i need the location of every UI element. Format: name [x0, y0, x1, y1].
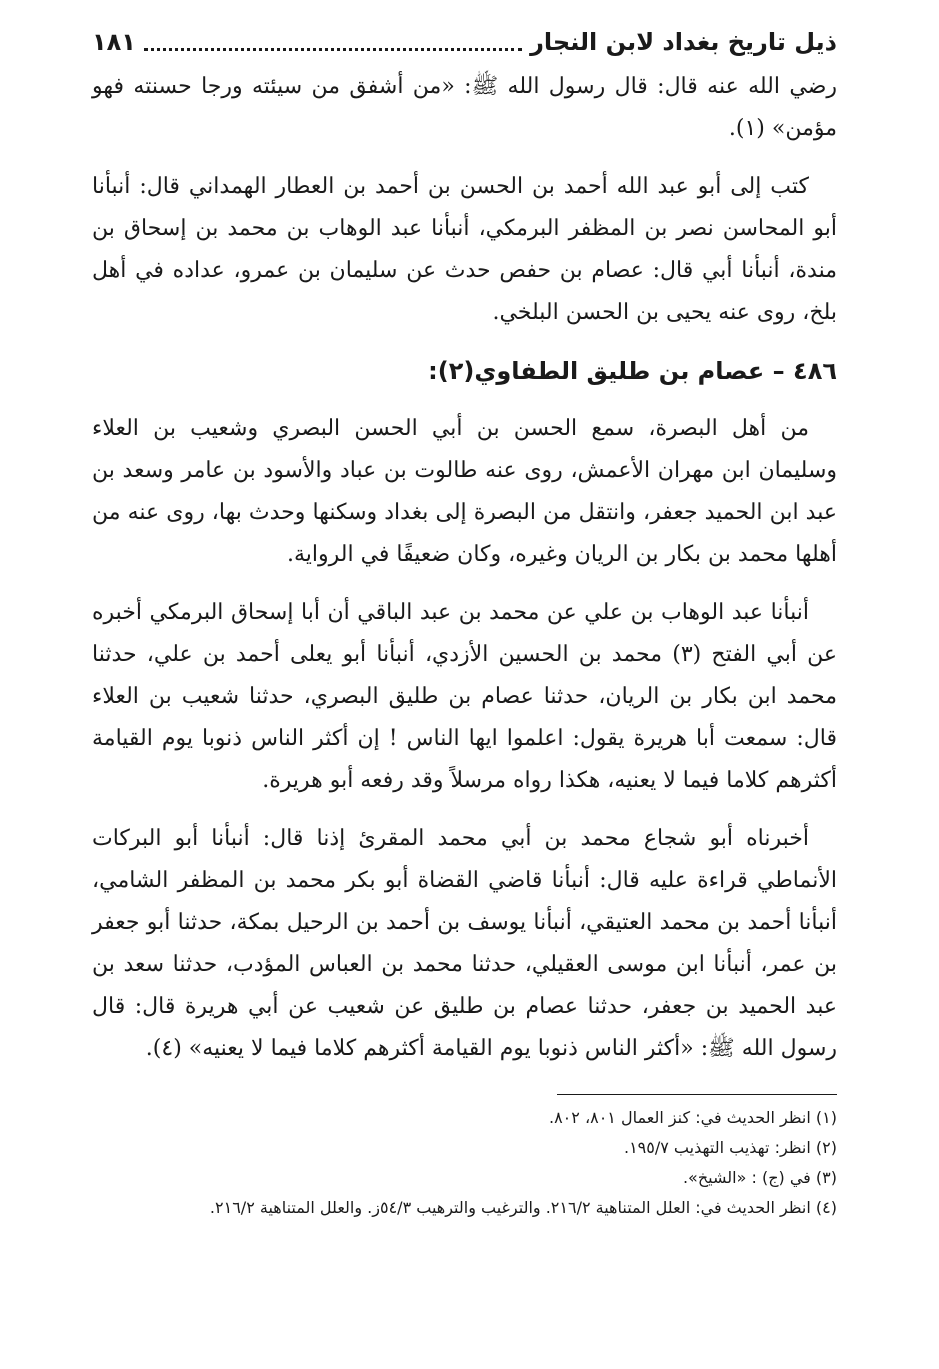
footnotes — [92, 1094, 837, 1224]
footnote-1: (١) انظر الحديث في: كنز العمال ٨٠١، ٨٠٢. — [548, 1108, 837, 1127]
paragraph-3: من أهل البصرة، سمع الحسن بن أبي الحسن البصري وشعيب بن العلاء وسليمان ابن مهران الأعمش، روى عنه طالوت بن عباد والأسود بن عامر وسعد بن عبد ابن الحميد جعفر، وانتقل من البصرة إلى بغداد وسكنها وحدث بها، روى عنه من أهلها محمد بن بكار بن الريان وغيره، وكان ضعيفًا في الرواية. — [92, 416, 837, 567]
footnote-3: (٣) في (ج) : «الشيخ». — [682, 1168, 837, 1187]
footnote-4: (٤) انظر الحديث في: العلل المتناهية ٢١٦/٢. والترغيب والترهيب ٥٤/٣ز. والعلل المتناهية ٢١٦/٢. — [209, 1198, 837, 1217]
paragraph-5: أخبرناه أبو شجاع محمد بن أبي محمد المقرئ إذنا قال: أنبأنا أبو البركات الأنماطي قراءة عليه قال: أنبأنا قاضي القضاة أبو بكر محمد بن المظفر الشامي، أنبأنا أحمد بن محمد العتيقي، أنبأنا يوسف بن أحمد بن الرحيل بمكة، حدثنا أبو جعفر بن عمر، أنبأنا ابن موسى العقيلي، حدثنا محمد بن العباس المؤدب، حدثنا سعد بن عبد الحميد بن جعفر، حدثنا عصام بن طليق عن شعيب عن أبي هريرة قال: قال رسول الله ﷺ: «أكثر الناس ذنوبا يوم القيامة أكثرهم كلاما فيما لا يعنيه» (٤). — [92, 826, 837, 1061]
page-number: ١٨١ — [92, 28, 136, 56]
entry-heading: ٤٨٦ – عصام بن طليق الطفاوي(٢): — [428, 357, 837, 385]
paragraph-4: أنبأنا عبد الوهاب بن علي عن محمد بن عبد الباقي أن أبا إسحاق البرمكي أخبره عن أبي الفتح (٣) محمد بن الحسين الأزدي، أنبأنا أبو يعلى أحمد بن علي، حدثنا محمد ابن بكار بن الريان، حدثنا عصام بن طليق البصري، حدثنا شعيب بن العلاء قال: سمعت أبا هريرة يقول: اعلموا ايها الناس ! إن أكثر الناس ذنوبا يوم القيامة أكثرهم كلاما فيما لا يعنيه، هكذا رواه مرسلاً وقد رفعه أبو هريرة. — [92, 600, 837, 793]
footnote-rule — [557, 1094, 837, 1095]
running-title: ذيل تاريخ بغداد لابن النجار — [530, 28, 837, 56]
main-text — [92, 66, 837, 1086]
paragraph-1: رضي الله عنه قال: قال رسول الله ﷺ: «من أشفق من سيئته ورجا حسنته فهو مؤمن» (١). — [92, 74, 837, 141]
running-header — [92, 22, 837, 62]
footnote-2: (٢) انظر: تهذيب التهذيب ١٩٥/٧. — [623, 1138, 837, 1157]
paragraph-2: كتب إلى أبو عبد الله أحمد بن الحسن بن أحمد بن العطار الهمداني قال: أنبأنا أبو المحاسن نصر بن المظفر البرمكي، أنبأنا عبد الوهاب بن محمد بن إسحاق بن مندة، أنبأنا أبي قال: عصام بن حفص حدث عن سليمان بن عمرو، عداده في أهل بلخ، روى عنه يحيى بن الحسن البلخي. — [92, 174, 837, 325]
dotted-leader — [144, 48, 522, 51]
